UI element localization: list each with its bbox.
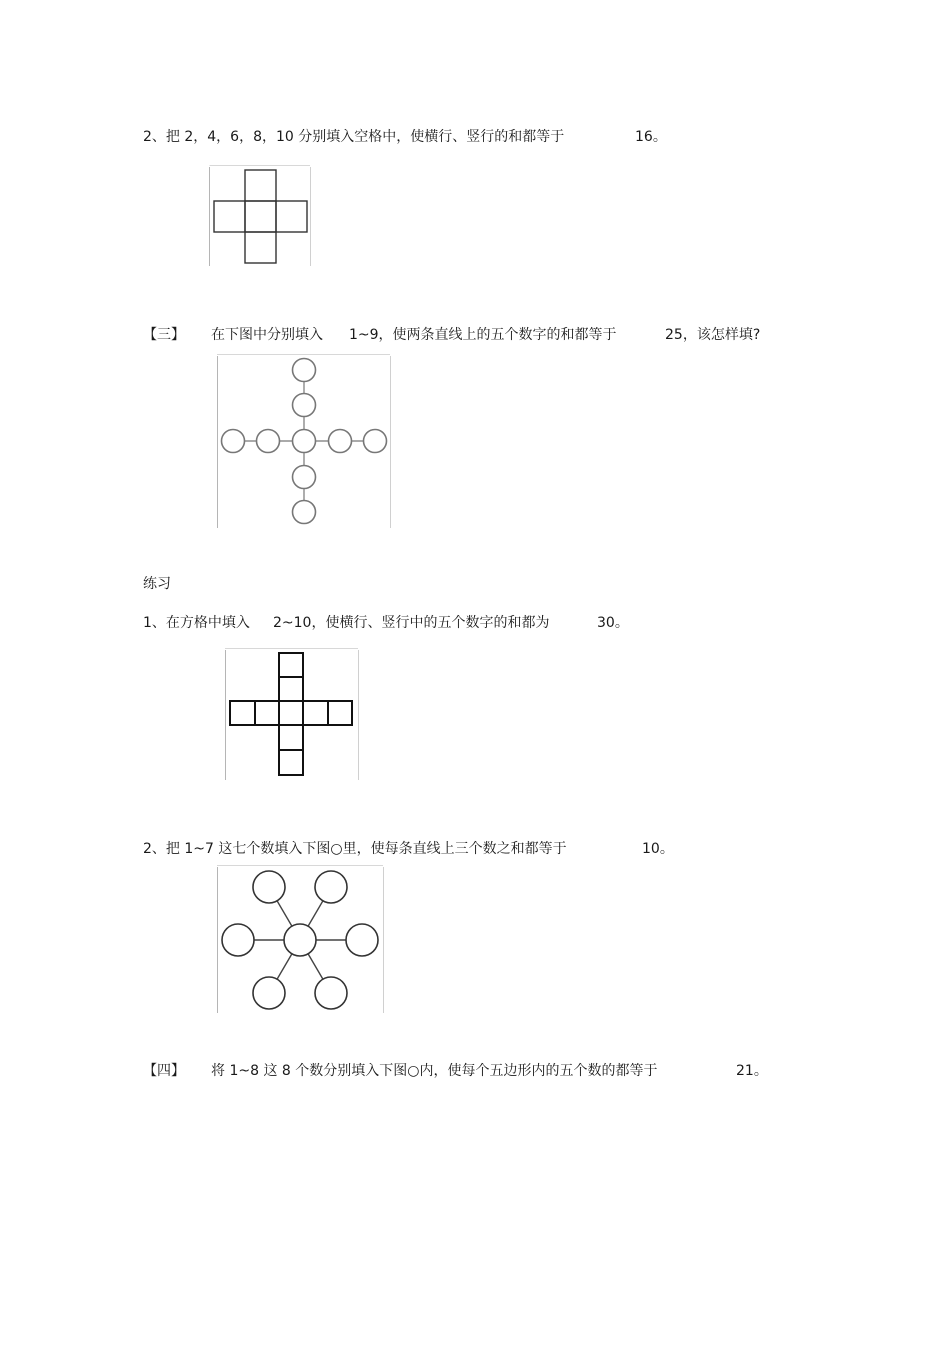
circle-slot-top-1[interactable] (293, 359, 316, 382)
practice-1-range: 2~10，使横行、竖行中的五个数字的和都为 (273, 615, 550, 631)
example-3-range: 1~9，使两条直线上的五个数字的和都等于 (349, 327, 617, 343)
example-4-target: 21。 (736, 1063, 768, 1079)
problem-2-target: 16。 (635, 129, 667, 145)
cross-cell-right[interactable] (276, 201, 307, 232)
circle-slot-left-1[interactable] (222, 430, 245, 453)
square-slot-bottom-1[interactable] (279, 725, 303, 750)
star-slot-bottom-left[interactable] (253, 977, 285, 1009)
star-slot-top-right[interactable] (315, 871, 347, 903)
practice-1-statement: 1、在方格中填入 (143, 615, 250, 631)
example-3-target: 25，该怎样填? (665, 327, 761, 343)
example-4-tag: 【四】 (143, 1063, 185, 1079)
practice-2-statement: 2、把 1~7 这七个数填入下图○里，使每条直线上三个数之和都等于 (143, 841, 567, 857)
circle-slot-right-2[interactable] (364, 430, 387, 453)
square-slot-top-2[interactable] (279, 677, 303, 701)
star-slot-center[interactable] (284, 924, 316, 956)
circle-slot-bottom-1[interactable] (293, 466, 316, 489)
square-slot-right-1[interactable] (303, 701, 328, 725)
circle-slot-bottom-2[interactable] (293, 501, 316, 524)
circle-slot-right-1[interactable] (329, 430, 352, 453)
example-3-statement: 在下图中分别填入 (211, 327, 323, 343)
nine-square-cross-figure (224, 648, 360, 782)
square-slot-left-2[interactable] (255, 701, 279, 725)
square-slot-center[interactable] (279, 701, 303, 725)
circle-slot-center[interactable] (293, 430, 316, 453)
practice-1-target: 30。 (597, 615, 629, 631)
circle-slot-top-2[interactable] (293, 394, 316, 417)
cross-cell-left[interactable] (214, 201, 245, 232)
circle-slot-left-2[interactable] (257, 430, 280, 453)
practice-2-target: 10。 (642, 841, 674, 857)
nine-circle-cross-figure (216, 354, 392, 530)
cross-cell-top[interactable] (245, 170, 276, 201)
square-slot-top-1[interactable] (279, 653, 303, 677)
practice-heading: 练习 (143, 576, 171, 592)
cross-cell-center[interactable] (245, 201, 276, 232)
star-slot-right[interactable] (346, 924, 378, 956)
square-slot-left-1[interactable] (230, 701, 255, 725)
star-slot-left[interactable] (222, 924, 254, 956)
square-slot-right-2[interactable] (328, 701, 352, 725)
star-slot-top-left[interactable] (253, 871, 285, 903)
seven-circle-star-figure (216, 865, 385, 1015)
cross-cell-bottom[interactable] (245, 232, 276, 263)
square-slot-bottom-2[interactable] (279, 750, 303, 775)
example-4-statement: 将 1~8 这 8 个数分别填入下图○内，使每个五边形内的五个数的都等于 (211, 1063, 658, 1079)
example-3-tag: 【三】 (143, 327, 185, 343)
plus-cross-grid-figure (209, 165, 312, 268)
problem-2-statement: 2、把 2，4，6，8，10 分别填入空格中，使横行、竖行的和都等于 (143, 129, 565, 145)
star-slot-bottom-right[interactable] (315, 977, 347, 1009)
